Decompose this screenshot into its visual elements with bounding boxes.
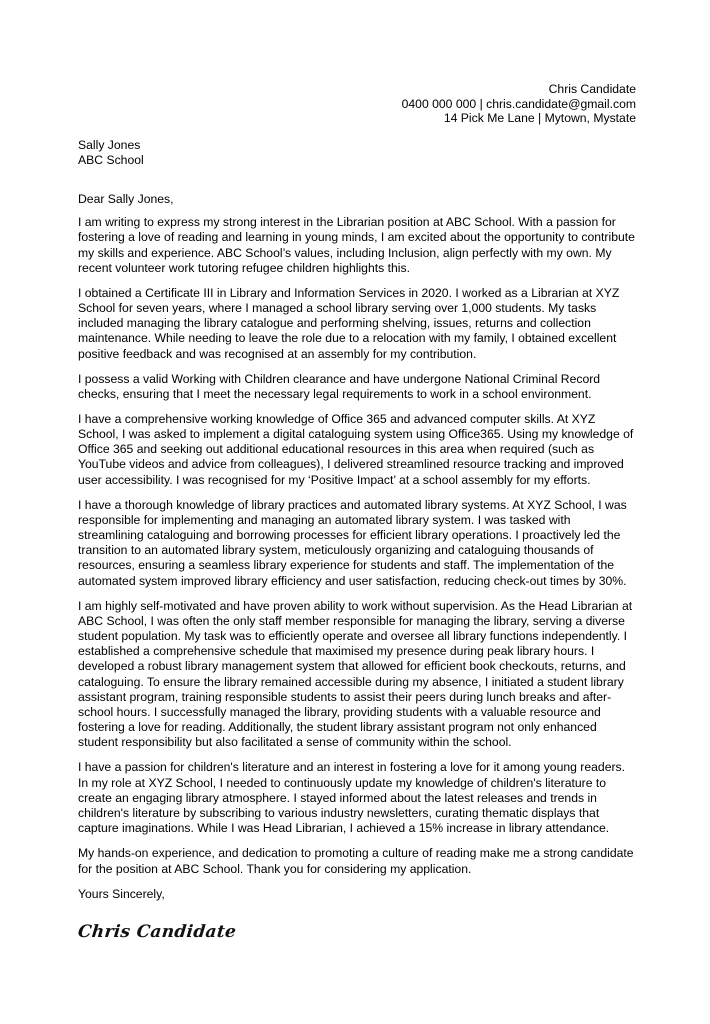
sender-name: Chris Candidate bbox=[548, 82, 636, 96]
sender-contact: 0400 000 000 | chris.candidate@gmail.com bbox=[401, 96, 636, 111]
paragraph-7: I have a passion for children's literature and an interest in fostering a love for it among young readers. In my role at XYZ School, I needed to continuously update my knowledge of children's literature to create an engaging library atmosphere. I stayed informed about the latest releases and trends in children's literature by subscribing to various industry newsletters, curating thematic displays that capture imaginations. While I was Head Librarian, I achieved a 15% increase in library attendance. bbox=[78, 760, 626, 836]
signature: Chris Candidate bbox=[76, 922, 238, 942]
paragraph-3: I possess a valid Working with Children clearance and have undergone National Criminal Record checks, ensuring that I meet the necessary legal requirements to work in a school environment. bbox=[78, 371, 601, 401]
paragraph-5: I have a thorough knowledge of library practices and automated library systems. At XYZ School, I was responsible for implementing and managing an automated library system. I was tasked with streamlining cataloguing and borrowing processes for efficient library operations. I proactively led the transition to an automated library system, meticulously organizing and cataloguing thousands of resources, ensuring a seamless library experience for students and staff. The implementation of the automated system improved library efficiency and user satisfaction, reducing check-out times by 30%. bbox=[78, 497, 627, 588]
paragraph-4: I have a comprehensive working knowledge of Office 365 and advanced computer skills. At XYZ School, I was asked to implement a digital cataloguing system using Office365. Using my knowledge of Office 365 and seeking out additional educational resources in this area when required (such as YouTube videos and advice from colleagues), I delivered streamlined resource tracking and improved user accessibility. I was recognised for my ‘Positive Impact’ at a school assembly for my efforts. bbox=[78, 411, 634, 487]
paragraph-8: My hands-on experience, and dedication to promoting a culture of reading make me a strong candidate for the position at ABC School. Thank you for considering my application. bbox=[78, 846, 634, 876]
closing: Yours Sincerely, bbox=[78, 886, 165, 901]
recipient-block bbox=[78, 138, 144, 167]
paragraph-1: I am writing to express my strong interest in the Librarian position at ABC School. With a passion for fostering a love of reading and learning in young minds, I am excited about the opportunity to contribute my skills and experience. ABC School’s values, including Inclusion, align perfectly with my own. My recent volunteer work tutoring refugee children highlights this. bbox=[78, 215, 635, 275]
recipient-name: Sally Jones bbox=[78, 138, 141, 152]
recipient-organization: ABC School bbox=[78, 152, 144, 167]
paragraph-6: I am highly self-motivated and have proven ability to work without supervision. As the Head Librarian at ABC School, I was often the only staff member responsible for managing the library, serving a diverse student population. My task was to efficiently operate and oversee all library functions independently. I established a comprehensive schedule that maximised my presence during peak library hours. I developed a robust library management system that allowed for efficient book checkouts, returns, and cataloguing. To ensure the library remained accessible during my absence, I initiated a student library assistant program, training responsible students to assist their peers during lunch breaks and after-school hours. I successfully managed the library, providing students with a valuable resource and fostering a love for reading. Additionally, the student library assistant program not only enhanced student responsibility but also facilitated a sense of community within the school. bbox=[78, 598, 633, 750]
sender-address: 14 Pick Me Lane | Mytown, Mystate bbox=[443, 111, 636, 126]
sender-block bbox=[402, 82, 636, 126]
paragraph-2: I obtained a Certificate III in Library and Information Services in 2020. I worked as a Librarian at XYZ School for seven years, where I managed a school library serving over 1,000 students. My tasks included managing the library catalogue and performing shelving, issues, returns and collection maintenance. While needing to leave the role due to a relocation with my family, I obtained excellent positive feedback and was recognised at an assembly for my contribution. bbox=[78, 285, 620, 361]
salutation: Dear Sally Jones, bbox=[78, 192, 174, 206]
letter-body bbox=[78, 192, 638, 902]
